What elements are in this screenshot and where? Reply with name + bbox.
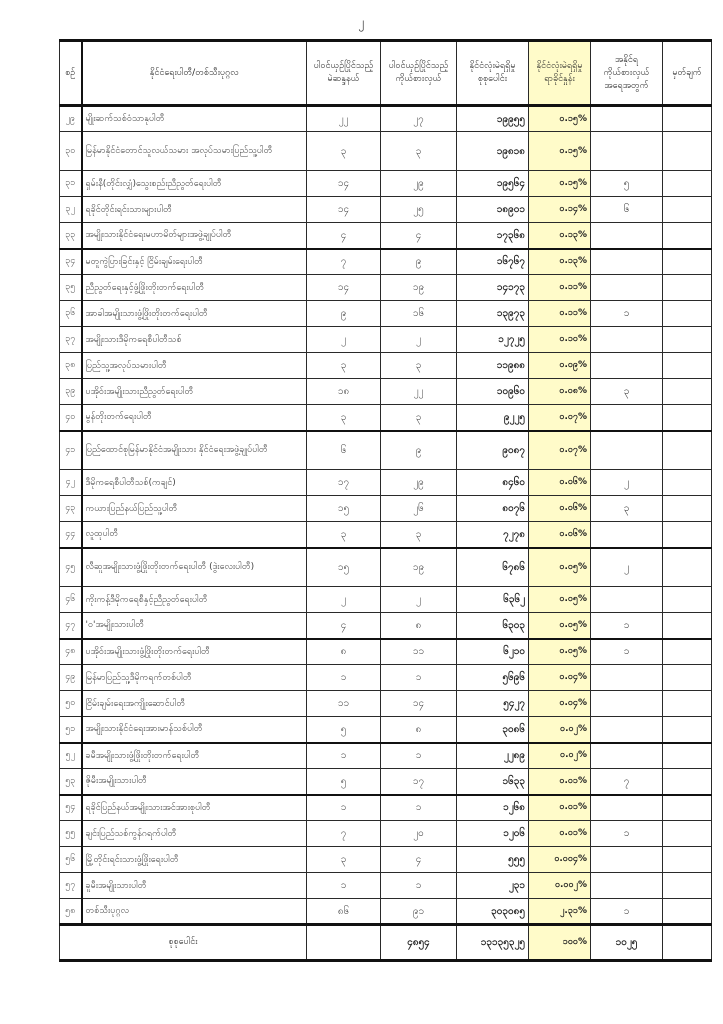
constituencies-count: ၁၄ <box>307 171 381 197</box>
table-row <box>60 639 712 665</box>
row-number: ၃၂ <box>60 197 82 223</box>
candidates-count: ၂၉ <box>381 171 457 197</box>
party-name: မျိုးဆက်သစ်ဝံသာနုပါတီ <box>82 106 307 132</box>
party-name: ပအိုဝ်းအမျိုးသားညီညွတ်ရေးပါတီ <box>82 379 307 405</box>
candidates-count: ၁ <box>381 743 457 769</box>
total-seats: ၁၀၂၅ <box>591 925 663 961</box>
row-number: ၄၉ <box>60 665 82 691</box>
vote-percentage: ၀.၀၆% <box>529 522 591 548</box>
candidates-count: ၂၅ <box>381 197 457 223</box>
total-votes: ၁၉၉၅၅ <box>457 106 529 132</box>
candidates-count: ၃ <box>381 353 457 379</box>
row-number: ၅၁ <box>60 717 82 743</box>
row-number: ၃၉ <box>60 379 82 405</box>
total-votes: ၁၇၃၆၈ <box>457 223 529 249</box>
party-name: ပအိုဝ်းအမျိုးသားဖွံ့ဖြိုးတိုးတက်ရေးပါတီ <box>82 639 307 665</box>
table-row <box>60 717 712 743</box>
constituencies-count: ၃ <box>307 847 381 873</box>
remarks <box>663 769 712 795</box>
row-number: ၄၄ <box>60 522 82 548</box>
constituencies-count: ၃ <box>307 353 381 379</box>
table-row <box>60 899 712 925</box>
vote-percentage: ၀.၀၈% <box>529 379 591 405</box>
remarks <box>663 548 712 587</box>
vote-percentage: ၀.၀၆% <box>529 470 591 496</box>
constituencies-count: ၁၇ <box>307 470 381 496</box>
candidates-count: ၉၁ <box>381 899 457 925</box>
row-number: ၅၀ <box>60 691 82 717</box>
constituencies-count: ၁၄ <box>307 197 381 223</box>
table-row <box>60 301 712 327</box>
remarks <box>663 587 712 613</box>
party-name: ချင်းပြည်သစ်ကွန်ဂရက်ပါတီ <box>82 821 307 847</box>
total-votes: ၅၅၅ <box>457 847 529 873</box>
row-number: ၅၈ <box>60 899 82 925</box>
constituencies-count: ၉ <box>307 301 381 327</box>
vote-percentage: ၀.၁၅% <box>529 106 591 132</box>
candidates-count: ၁၇ <box>381 769 457 795</box>
table-row <box>60 522 712 548</box>
row-number: ၃၇ <box>60 327 82 353</box>
candidates-count: ၃ <box>381 522 457 548</box>
party-name: မွန်တိုးတက်ရေးပါတီ <box>82 405 307 431</box>
total-percentage: ၁၀၀% <box>529 925 591 961</box>
row-number: ၅၄ <box>60 795 82 821</box>
party-name: ရခိုင်တိုင်းရင်းသားများပါတီ <box>82 197 307 223</box>
vote-percentage: ၀.၁၃% <box>529 249 591 275</box>
seats-won: ၃ <box>591 496 663 522</box>
seats-won <box>591 431 663 470</box>
candidates-count: ၉ <box>381 431 457 470</box>
seats-won: ၂ <box>591 548 663 587</box>
total-votes: ၁၁၉၈၈ <box>457 353 529 379</box>
constituencies-count: ၃ <box>307 522 381 548</box>
row-number: ၄၈ <box>60 639 82 665</box>
vote-percentage: ၀.၀၅% <box>529 613 591 639</box>
total-votes: ၈၄၆၀ <box>457 470 529 496</box>
candidates-count: ၄ <box>381 847 457 873</box>
remarks <box>663 379 712 405</box>
row-number: ၅၇ <box>60 873 82 899</box>
header-total-votes: နိုင်ငံလုံးမဲရရှိမှုစုစုပေါင်း <box>457 41 529 106</box>
seats-won <box>591 405 663 431</box>
seats-won <box>591 665 663 691</box>
constituencies-count: ၃ <box>307 132 381 171</box>
party-name: ရှမ်းနီ(တိုင်းလျှံ)သွေးစည်းညီညွတ်ရေးပါတီ <box>82 171 307 197</box>
constituencies-count: ၁ <box>307 743 381 769</box>
table-row <box>60 613 712 639</box>
remarks <box>663 223 712 249</box>
table-row <box>60 132 712 171</box>
remarks <box>663 431 712 470</box>
constituencies-count: ၁၁ <box>307 691 381 717</box>
seats-won <box>591 743 663 769</box>
vote-percentage: ၀.၁၅% <box>529 132 591 171</box>
row-number: ၃၅ <box>60 275 82 301</box>
vote-percentage: ၀.၀၄% <box>529 691 591 717</box>
constituencies-count: ၃ <box>307 405 381 431</box>
total-votes: ၂၃၁ <box>457 873 529 899</box>
seats-won <box>591 717 663 743</box>
candidates-count: ၁ <box>381 665 457 691</box>
party-name: ဒီမိုကရေစီပါတီသစ်(ကချင်) <box>82 470 307 496</box>
total-votes: ၅၆၉၆ <box>457 665 529 691</box>
total-votes: ၇၂၇၈ <box>457 522 529 548</box>
party-name: ရခိုင်ပြည်နယ်အမျိုးသားအင်အားစုပါတီ <box>82 795 307 821</box>
seats-won: ၂ <box>591 470 663 496</box>
vote-percentage: ၀.၁၄% <box>529 197 591 223</box>
row-number: ၃၈ <box>60 353 82 379</box>
candidates-count: ၂၇ <box>381 106 457 132</box>
header-candidates: ပါဝင်ယှဉ်ပြိုင်သည့်ကိုယ်စားလှယ် <box>381 41 457 106</box>
total-votes: ၈၀၇၆ <box>457 496 529 522</box>
vote-percentage: ၀.၀၂% <box>529 717 591 743</box>
party-name: ဇိုမီးအမျိုးသားပါတီ <box>82 769 307 795</box>
candidates-count: ၂၀ <box>381 821 457 847</box>
remarks <box>663 496 712 522</box>
party-name: တစ်သီးပုဂ္ဂလ <box>82 899 307 925</box>
table-row <box>60 821 712 847</box>
table-row <box>60 405 712 431</box>
vote-percentage: ၀.၀၄% <box>529 665 591 691</box>
remarks <box>663 327 712 353</box>
party-name: မတူကွဲပြားခြင်းနှင့် ငြိမ်းချမ်းရေးပါတီ <box>82 249 307 275</box>
table-row <box>60 106 712 132</box>
page-number: ၂ <box>358 15 365 29</box>
table-row <box>60 327 712 353</box>
row-number: ၄၇ <box>60 613 82 639</box>
row-number: ၅၆ <box>60 847 82 873</box>
seats-won <box>591 522 663 548</box>
constituencies-count: ၆ <box>307 431 381 470</box>
candidates-count: ၁ <box>381 873 457 899</box>
remarks <box>663 795 712 821</box>
total-votes: ၆၂၁၀ <box>457 639 529 665</box>
vote-percentage: ၂.၃၁% <box>529 899 591 925</box>
row-number: ၄၃ <box>60 496 82 522</box>
row-number: ၄၁ <box>60 431 82 470</box>
seats-won <box>591 275 663 301</box>
remarks <box>663 691 712 717</box>
total-votes: ၁၉၅၆၄ <box>457 171 529 197</box>
candidates-count: ၁ <box>381 795 457 821</box>
total-votes: ၁၉၈၁၈ <box>457 132 529 171</box>
constituencies-count: ၁၄ <box>307 275 381 301</box>
party-name: ပြည်သူ့အလုပ်သမားပါတီ <box>82 353 307 379</box>
remarks <box>663 470 712 496</box>
remarks <box>663 613 712 639</box>
candidates-count: ၂ <box>381 587 457 613</box>
total-votes: ၁၈၉၀၁ <box>457 197 529 223</box>
constituencies-count: ၅ <box>307 769 381 795</box>
row-number: ၄၅ <box>60 548 82 587</box>
row-number: ၃၃ <box>60 223 82 249</box>
party-name: အာခါအမျိုးသားဖွံ့ဖြိုးတိုးတက်ရေးပါတီ <box>82 301 307 327</box>
constituencies-count: ၁၅ <box>307 548 381 587</box>
seats-won: ၃ <box>591 379 663 405</box>
vote-percentage: ၀.၁၁% <box>529 301 591 327</box>
party-name: မြို့တိုင်းရင်းသားဖွံ့ဖြိုးရေးပါတီ <box>82 847 307 873</box>
candidates-count: ၉ <box>381 249 457 275</box>
seats-won: ၁ <box>591 301 663 327</box>
total-votes: ၉၀၈၇ <box>457 431 529 470</box>
party-name: ခူမီးအမျိုးသားပါတီ <box>82 873 307 899</box>
total-votes: ၆၇၈၆ <box>457 548 529 587</box>
seats-won <box>591 327 663 353</box>
constituencies-count: ၈ <box>307 639 381 665</box>
seats-won <box>591 873 663 899</box>
table-row <box>60 665 712 691</box>
row-number: ၃၀ <box>60 132 82 171</box>
candidates-count: ၂၉ <box>381 470 457 496</box>
seats-won <box>591 795 663 821</box>
remarks <box>663 171 712 197</box>
table-row <box>60 873 712 899</box>
remarks <box>663 717 712 743</box>
vote-percentage: ၀.၀၅% <box>529 639 591 665</box>
row-number: ၃၁ <box>60 171 82 197</box>
seats-won <box>591 223 663 249</box>
remarks <box>663 873 712 899</box>
row-number: ၄၆ <box>60 587 82 613</box>
vote-percentage: ၀.၀၉% <box>529 353 591 379</box>
row-number: ၅၃ <box>60 769 82 795</box>
constituencies-count: ၁ <box>307 873 381 899</box>
candidates-count: ၂၂ <box>381 379 457 405</box>
total-votes: ၁၃၉၇၃ <box>457 301 529 327</box>
total-votes: ၁၀၉၆၀ <box>457 379 529 405</box>
constituencies-count: ၂ <box>307 327 381 353</box>
vote-percentage: ၀.၁၅% <box>529 171 591 197</box>
party-name: 'ဝ'အမျိုးသားပါတီ <box>82 613 307 639</box>
vote-percentage: ၀.၀၁% <box>529 795 591 821</box>
table-row <box>60 847 712 873</box>
seats-won <box>591 691 663 717</box>
remarks <box>663 106 712 132</box>
remarks <box>663 522 712 548</box>
total-votes: ၁၂၇၂၅ <box>457 327 529 353</box>
seats-won <box>591 249 663 275</box>
candidates-count: ၂၆ <box>381 496 457 522</box>
row-number: ၅၂ <box>60 743 82 769</box>
constituencies-count: ၇ <box>307 249 381 275</box>
constituencies-count: ၁ <box>307 795 381 821</box>
remarks <box>663 353 712 379</box>
header-remarks: မှတ်ချက် <box>663 41 712 106</box>
total-label: စုစုပေါင်း <box>60 925 307 961</box>
seats-won: ၆ <box>591 197 663 223</box>
constituencies-count: ၇ <box>307 821 381 847</box>
table-row <box>60 197 712 223</box>
header-constituencies: ပါဝင်ယှဉ်ပြိုင်သည့်မဲဆန္ဒနယ် <box>307 41 381 106</box>
constituencies-count: ၄ <box>307 613 381 639</box>
party-name: အမျိုးသားဒီမိုကရေစီပါတီသစ် <box>82 327 307 353</box>
constituencies-count: ၈၆ <box>307 899 381 925</box>
seats-won: ၁ <box>591 899 663 925</box>
candidates-count: ၁၆ <box>381 301 457 327</box>
table-row <box>60 379 712 405</box>
constituencies-count: ၁၈ <box>307 379 381 405</box>
vote-percentage: ၀.၀၆% <box>529 496 591 522</box>
seats-won: ၁ <box>591 639 663 665</box>
candidates-count: ၈ <box>381 613 457 639</box>
total-votes: ၉၂၂၅ <box>457 405 529 431</box>
party-name: ငြိမ်းချမ်းရေးအကျိုးဆောင်ပါတီ <box>82 691 307 717</box>
remarks <box>663 899 712 925</box>
table-row <box>60 496 712 522</box>
total-votes: ၁၄၁၇၃ <box>457 275 529 301</box>
constituencies-count: ၂၂ <box>307 106 381 132</box>
table-row <box>60 691 712 717</box>
table-header-row <box>60 41 712 106</box>
seats-won <box>591 353 663 379</box>
total-votes: ၆၃၀၃ <box>457 613 529 639</box>
table-row <box>60 223 712 249</box>
header-no: စဉ် <box>60 41 82 106</box>
party-name: မြန်မာနိုင်ငံတောင်သူလယ်သမား အလုပ်သမားပြည်သူ့ပါတီ <box>82 132 307 171</box>
candidates-count: ၂ <box>381 327 457 353</box>
vote-percentage: ၀.၀၅% <box>529 548 591 587</box>
candidates-count: ၃ <box>381 405 457 431</box>
vote-percentage: ၀.၀၂% <box>529 743 591 769</box>
total-votes: ၁၆၇၆၇ <box>457 249 529 275</box>
seats-won <box>591 847 663 873</box>
constituencies-count: ၂ <box>307 587 381 613</box>
table-row <box>60 171 712 197</box>
total-candidates: ၄၈၅၄ <box>381 925 457 961</box>
vote-percentage: ၀.၀၀၂% <box>529 873 591 899</box>
vote-percentage: ၀.၁၃% <box>529 223 591 249</box>
total-votes: ၂၂၈၉ <box>457 743 529 769</box>
remarks <box>663 301 712 327</box>
candidates-count: ၁၄ <box>381 691 457 717</box>
party-name: ခမီအမျိုးသားဖွံ့ဖြိုးတိုးတက်ရေးပါတီ <box>82 743 307 769</box>
row-number: ၃၄ <box>60 249 82 275</box>
row-number: ၄၀ <box>60 405 82 431</box>
party-name: မြန်မာပြည်သူ့ဒီမိုကရက်တစ်ပါတီ <box>82 665 307 691</box>
total-constituencies <box>307 925 381 961</box>
candidates-count: ၄ <box>381 223 457 249</box>
constituencies-count: ၅ <box>307 717 381 743</box>
table-row <box>60 470 712 496</box>
vote-percentage: ၀.၁၀% <box>529 327 591 353</box>
total-row <box>60 925 712 961</box>
remarks <box>663 197 712 223</box>
party-name: လီဆူအမျိုးသားဖွံ့ဖြိုးတိုးတက်ရေးပါတီ (ဒွဲးလေးပါတီ) <box>82 548 307 587</box>
constituencies-count: ၁၅ <box>307 496 381 522</box>
party-name: အမျိုးသားနိုင်ငံရေးမဟာမိတ်များအဖွဲ့ချုပ်ပါတီ <box>82 223 307 249</box>
table-row <box>60 769 712 795</box>
table-row <box>60 275 712 301</box>
total-votes: ၁၂၀၆ <box>457 821 529 847</box>
party-name: ကယားပြည်နယ်ပြည်သူ့ပါတီ <box>82 496 307 522</box>
vote-percentage: ၀.၁၁% <box>529 275 591 301</box>
seats-won: ၁ <box>591 821 663 847</box>
remarks <box>663 821 712 847</box>
table-row <box>60 353 712 379</box>
total-votes: ၁၂၆၈ <box>457 795 529 821</box>
header-vote-percentage: နိုင်ငံလုံးမဲရရှိမှုရာခိုင်နှုန်း <box>529 41 591 106</box>
vote-percentage: ၀.၀၇% <box>529 431 591 470</box>
total-remarks <box>663 925 712 961</box>
remarks <box>663 639 712 665</box>
party-name: အမျိုးသားနိုင်ငံရေးအားမာန်သစ်ပါတီ <box>82 717 307 743</box>
election-results-table <box>59 39 712 962</box>
header-party-name: နိုင်ငံရေးပါတီ/တစ်သီးပုဂ္ဂလ <box>82 41 307 106</box>
vote-percentage: ၀.၀၀၄% <box>529 847 591 873</box>
seats-won: ၇ <box>591 769 663 795</box>
row-number: ၃၆ <box>60 301 82 327</box>
table-row <box>60 795 712 821</box>
row-number: ၅၅ <box>60 821 82 847</box>
remarks <box>663 405 712 431</box>
candidates-count: ၁၉ <box>381 275 457 301</box>
table-row <box>60 587 712 613</box>
table-row <box>60 431 712 470</box>
table-row <box>60 548 712 587</box>
remarks <box>663 743 712 769</box>
party-name: ကိုးကန့်ဒီမိုကရေစီနှင့်ညီညွတ်ရေးပါတီ <box>82 587 307 613</box>
seats-won <box>591 587 663 613</box>
header-seats-won: အနိုင်ရကိုယ်စားလှယ်အရေအတွက် <box>591 41 663 106</box>
remarks <box>663 847 712 873</box>
party-name: ညီညွတ်ရေးနှင့်ဖွံ့ဖြိုးတိုးတက်ရေးပါတီ <box>82 275 307 301</box>
vote-percentage: ၀.၀၅% <box>529 587 591 613</box>
seats-won <box>591 106 663 132</box>
candidates-count: ၈ <box>381 717 457 743</box>
seats-won: ၁ <box>591 613 663 639</box>
candidates-count: ၁၉ <box>381 548 457 587</box>
vote-percentage: ၀.၀၇% <box>529 405 591 431</box>
party-name: လူထုပါတီ <box>82 522 307 548</box>
table-row <box>60 743 712 769</box>
row-number: ၂၉ <box>60 106 82 132</box>
constituencies-count: ၄ <box>307 223 381 249</box>
grand-total-votes: ၁၃၁၃၅၃၂၅ <box>457 925 529 961</box>
candidates-count: ၁၁ <box>381 639 457 665</box>
remarks <box>663 249 712 275</box>
party-name: ပြည်ထောင်စုမြန်မာနိုင်ငံအမျိုးသား နိုင်ငံရေးအဖွဲ့ချုပ်ပါတီ <box>82 431 307 470</box>
remarks <box>663 132 712 171</box>
total-votes: ၅၄၂၇ <box>457 691 529 717</box>
remarks <box>663 665 712 691</box>
vote-percentage: ၀.၀၁% <box>529 821 591 847</box>
total-votes: ၃၀၈၆ <box>457 717 529 743</box>
remarks <box>663 275 712 301</box>
table-row <box>60 249 712 275</box>
total-votes: ၁၆၃၃ <box>457 769 529 795</box>
total-votes: ၆၃၆၂ <box>457 587 529 613</box>
row-number: ၄၂ <box>60 470 82 496</box>
seats-won: ၅ <box>591 171 663 197</box>
seats-won <box>591 132 663 171</box>
candidates-count: ၃ <box>381 132 457 171</box>
vote-percentage: ၀.၀၁% <box>529 769 591 795</box>
total-votes: ၃၀၃၀၈၅ <box>457 899 529 925</box>
constituencies-count: ၁ <box>307 665 381 691</box>
